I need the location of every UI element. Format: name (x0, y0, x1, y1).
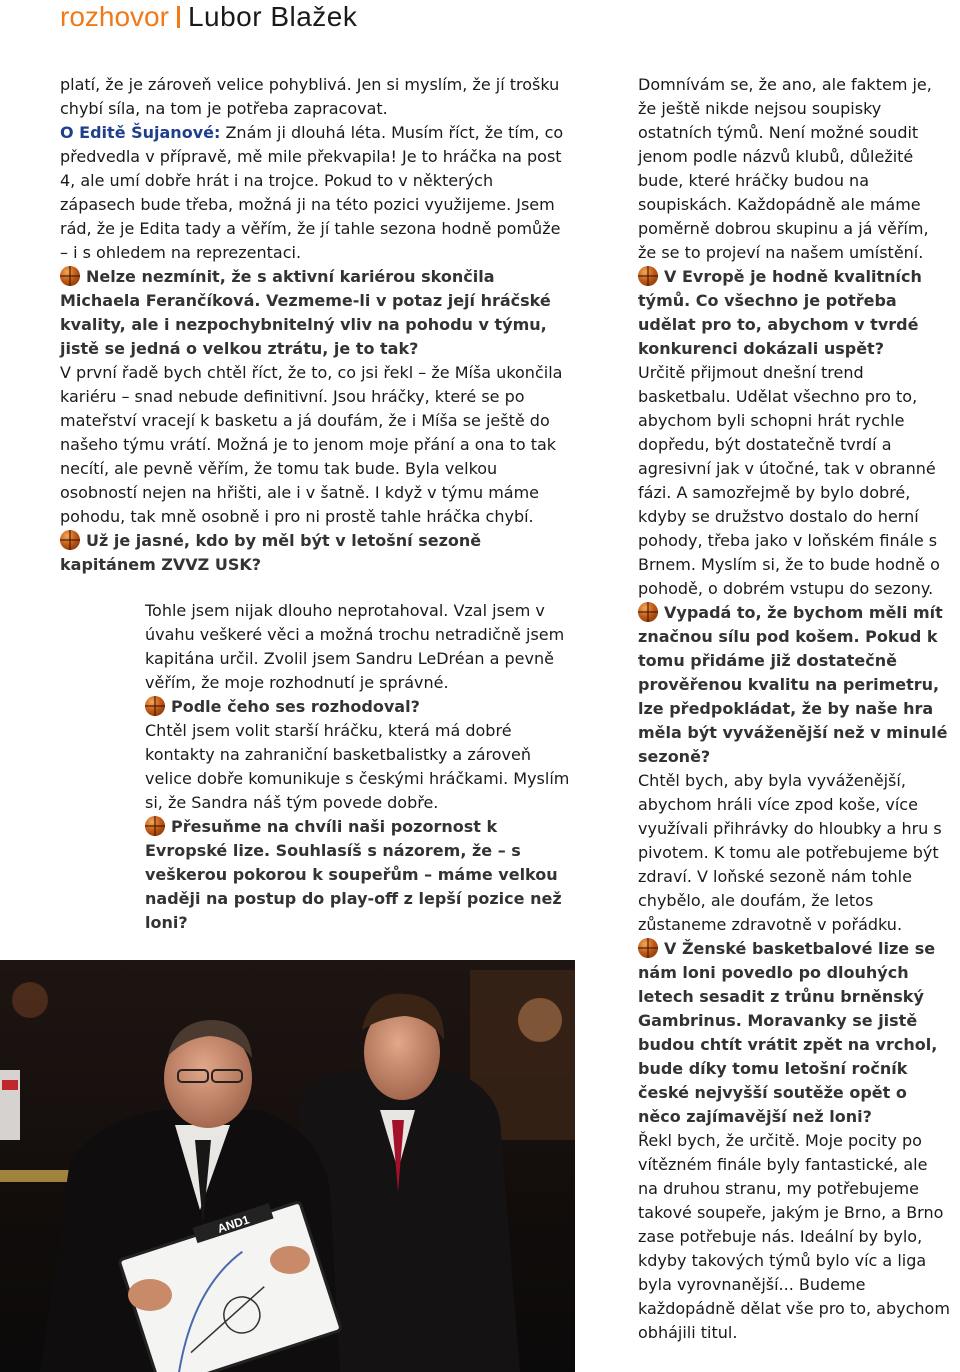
left-column (60, 73, 572, 577)
question (638, 601, 951, 769)
paragraph (60, 121, 572, 265)
answer: Chtěl bych, aby byla vyváženější, abychom hráli více zpod koše, více využívali přihrávky do hloubky a hru s pivotem. K tomu ale potřebujeme být zdraví. V loňské sezoně nám tohle chybělo, ale doufám, že letos zůstaneme zdravotně v pořádku. (638, 771, 942, 934)
question-text: Vypadá to, že bychom měli mít značnou sílu pod košem. Pokud k tomu přidáme již dostatečně prověřenou kvalitu na perimetru, lze předpokládat, že by naše hra měla být vyváženější než v minulé sezoně? (638, 603, 948, 766)
coaches-photo (0, 960, 575, 1372)
basketball-icon (60, 266, 80, 286)
photo-illustration (0, 960, 575, 1372)
answer: Určitě přijmout dnešní trend basketbalu. Udělat všechno pro to, abychom byli schopni hrát rychle dopředu, být dostatečně tvrdí a agresivní jak v útočné, tak v obranné fázi. A samozřejmě by bylo dobré, kdyby se družstvo dostalo do herní pohody, třeba jako v loňském finále s Brnem. Myslím si, že to bude hodně o pohodě, o dobrém vstupu do sezony. (638, 363, 940, 598)
question (145, 695, 571, 719)
question-text: Podle čeho ses rozhodoval? (171, 697, 420, 716)
question (638, 937, 951, 1129)
basketball-icon (638, 938, 658, 958)
middle-column (145, 599, 571, 935)
page-header (60, 0, 357, 34)
paragraph: platí, že je zároveň velice pohyblivá. Jen si myslím, že jí trošku chybí síla, na tom je potřeba zapracovat. (60, 75, 560, 118)
answer: V první řadě bych chtěl říct, že to, co jsi řekl – že Míša ukončila kariéru – snad nebude definitivní. Jsou hráčky, které se po mateřství vracejí k basketu a já doufám, že i Míša se ještě do našeho týmu vrátí. Možná je to jenom moje přání a ona to tak necítí, ale pevně věřím, že tomu tak bude. Byla velkou osobností nejen na hřišti, ale i v šatně. I když v týmu máme pohodu, tak mně osobně i pro ni prostě tahle hráčka chybí. (60, 363, 563, 526)
question (145, 815, 571, 935)
question-text: Nelze nezmínit, že s aktivní kariérou skončila Michaela Ferančíková. Vezmeme-li v potaz její hráčské kvality, ale i nezpochybnitelný vliv na pohodu v týmu, jistě se jedná o velkou ztrátu, je to tak? (60, 267, 551, 358)
answer: Domnívám se, že ano, ale faktem je, že ještě nikde nejsou soupisky ostatních týmů. Není možné soudit jenom podle názvů klubů, důležité bude, které hráčky budou na soupiskách. Každopádně ale máme poměrně dobrou skupinu a já věřím, že se to projeví na našem umístění. (638, 75, 932, 262)
question (638, 265, 951, 361)
answer: Tohle jsem nijak dlouho neprotahoval. Vzal jsem v úvahu veškeré věci a možná trochu netradičně jsem kapitána určil. Zvolil jsem Sandru LeDréan a pevně věřím, že moje rozhodnutí je správné. (145, 601, 565, 692)
answer: Řekl bych, že určitě. Moje pocity po vítězném finále byly fantastické, ale na druhou stranu, my potřebujeme takové soupeře, jakým je Brno, a Brno zase potřebuje nás. Ideální by bylo, kdyby takových týmů bylo víc a liga byla vyrovnanější... Budeme každopádně dělat vše pro to, abychom obhájili titul. (638, 1131, 950, 1342)
basketball-icon (145, 696, 165, 716)
question (60, 529, 572, 577)
question-text: Přesuňme na chvíli naši pozornost k Evropské lize. Souhlasíš s názorem, že – s veškerou pokorou k soupeřům – máme velkou naději na postup do play-off z lepší pozice než loni? (145, 817, 562, 932)
basketball-icon (145, 816, 165, 836)
question (60, 265, 572, 361)
question-text: Už je jasné, kdo by měl být v letošní sezoně kapitánem ZVVZ USK? (60, 531, 482, 574)
interviewee-name: Lubor Blažek (187, 1, 358, 32)
paragraph-text: Znám ji dlouhá léta. Musím říct, že tím, co předvedla v přípravě, mě mile překvapila! Je to hráčka na post 4, ale umí dobře hrát i na trojce. Pokud to v některých zápasech bude třeba, možná ji na této pozici využijeme. Jsem rád, že je Edita tady a věřím, že jí tahle sezona hodně pomůže – i s ohledem na reprezentaci. (60, 123, 564, 262)
question-text: V Ženské basketbalové lize se nám loni povedlo po dlouhých letech sesadit z trůnu brněnský Gambrinus. Moravanky se jistě budou chtít vrátit zpět na vrchol, bude díky tomu letošní ročník české nejvyšší soutěže opět o něco zajímavější než loni? (638, 939, 938, 1126)
header-separator (177, 6, 180, 28)
right-column (638, 73, 951, 1345)
basketball-icon (638, 266, 658, 286)
paragraph-lead: O Editě Šujanové: (60, 123, 221, 142)
answer: Chtěl jsem volit starší hráčku, která má dobré kontakty na zahraniční basketbalistky a zároveň velice dobře komunikuje s českými hráčkami. Myslím si, že Sandra náš tým povede dobře. (145, 721, 570, 812)
clipboard-logo-text: AND1 (215, 1212, 252, 1236)
question-text: V Evropě je hodně kvalitních týmů. Co všechno je potřeba udělat pro to, abychom v tvrdé konkurenci dokázali uspět? (638, 267, 922, 358)
basketball-icon (638, 602, 658, 622)
section-label: rozhovor (60, 1, 169, 32)
basketball-icon (60, 530, 80, 550)
